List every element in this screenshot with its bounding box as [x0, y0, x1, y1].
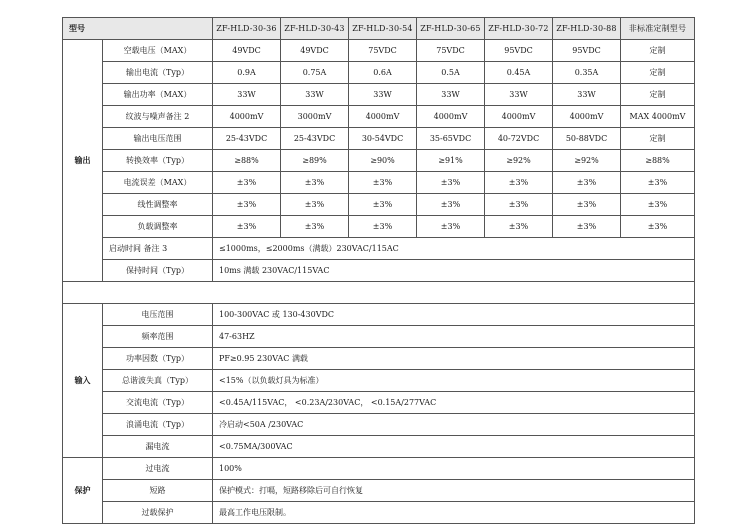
- param-label: 线性调整率: [103, 194, 213, 216]
- model-header: ZF-HLD-30-43: [281, 18, 349, 40]
- section-gap: [63, 282, 695, 304]
- value-cell: ±3%: [281, 216, 349, 238]
- output-row: [63, 62, 695, 84]
- value-cell: 25-43VDC: [281, 128, 349, 150]
- value-cell: 0.5A: [417, 62, 485, 84]
- param-label: 交流电流（Typ）: [103, 392, 213, 414]
- protection-row: [63, 480, 695, 502]
- model-header: ZF-HLD-30-65: [417, 18, 485, 40]
- value-cell: ±3%: [349, 216, 417, 238]
- value-cell: 4000mV: [213, 106, 281, 128]
- value-cell: ±3%: [281, 194, 349, 216]
- value-cell: ≥92%: [485, 150, 553, 172]
- value-cell: 47-63HZ: [213, 326, 695, 348]
- value-cell: 3000mV: [281, 106, 349, 128]
- output-row: [63, 128, 695, 150]
- value-cell: <0.75MA/300VAC: [213, 436, 695, 458]
- output-row: [63, 150, 695, 172]
- input-row: [63, 326, 695, 348]
- value-cell: PF≥0.95 230VAC 满载: [213, 348, 695, 370]
- param-label: 保持时间（Typ）: [103, 260, 213, 282]
- value-cell: ±3%: [621, 194, 695, 216]
- param-label: 启动时间 备注 3: [103, 238, 213, 260]
- value-cell: ≤1000ms，≤2000ms（满载）230VAC/115AC: [213, 238, 695, 260]
- value-cell: 0.9A: [213, 62, 281, 84]
- param-label: 总谐波失真（Typ）: [103, 370, 213, 392]
- value-cell: ±3%: [553, 216, 621, 238]
- value-cell: ±3%: [213, 172, 281, 194]
- value-cell: 保护模式：打嗝，短路移除后可自行恢复: [213, 480, 695, 502]
- section-input-title: 输入: [63, 304, 103, 458]
- param-label: 输出功率（MAX）: [103, 84, 213, 106]
- param-label: 输出电流（Typ）: [103, 62, 213, 84]
- value-cell: ±3%: [213, 216, 281, 238]
- value-cell: ±3%: [621, 216, 695, 238]
- param-label: 电流误差（MAX）: [103, 172, 213, 194]
- param-label: 过载保护: [103, 502, 213, 524]
- param-label: 纹波与噪声备注 2: [103, 106, 213, 128]
- protection-row: [63, 458, 695, 480]
- param-label: 频率范围: [103, 326, 213, 348]
- param-label: 浪涌电流（Typ）: [103, 414, 213, 436]
- model-header: 非标准定制型号: [621, 18, 695, 40]
- model-header: ZF-HLD-30-88: [553, 18, 621, 40]
- param-label: 空载电压（MAX）: [103, 40, 213, 62]
- value-cell: 0.35A: [553, 62, 621, 84]
- value-cell: ±3%: [417, 216, 485, 238]
- header-row: [63, 18, 695, 40]
- value-cell: 33W: [213, 84, 281, 106]
- value-cell: ≥91%: [417, 150, 485, 172]
- section-protection-title: 保护: [63, 458, 103, 524]
- output-row: [63, 172, 695, 194]
- value-cell: ±3%: [417, 172, 485, 194]
- value-cell: 33W: [553, 84, 621, 106]
- value-cell: 4000mV: [485, 106, 553, 128]
- value-cell: 定制: [621, 62, 695, 84]
- value-cell: 50-88VDC: [553, 128, 621, 150]
- param-label: 转换效率（Typ）: [103, 150, 213, 172]
- param-label: 漏电流: [103, 436, 213, 458]
- value-cell: 95VDC: [485, 40, 553, 62]
- value-cell: 0.75A: [281, 62, 349, 84]
- value-cell: 75VDC: [349, 40, 417, 62]
- value-cell: 33W: [281, 84, 349, 106]
- param-label: 输出电压范围: [103, 128, 213, 150]
- value-cell: 33W: [417, 84, 485, 106]
- output-row: [63, 40, 695, 62]
- value-cell: ≥90%: [349, 150, 417, 172]
- value-cell: 4000mV: [349, 106, 417, 128]
- output-row: [63, 106, 695, 128]
- value-cell: 100%: [213, 458, 695, 480]
- value-cell: ±3%: [349, 194, 417, 216]
- output-row: [63, 84, 695, 106]
- value-cell: 33W: [349, 84, 417, 106]
- value-cell: ±3%: [485, 216, 553, 238]
- protection-row: [63, 502, 695, 524]
- output-row: [63, 194, 695, 216]
- value-cell: ≥92%: [553, 150, 621, 172]
- value-cell: ±3%: [417, 194, 485, 216]
- value-cell: 49VDC: [281, 40, 349, 62]
- type-header: 型号: [63, 18, 213, 40]
- value-cell: 定制: [621, 40, 695, 62]
- section-output-title: 输出: [63, 40, 103, 282]
- value-cell: 4000mV: [417, 106, 485, 128]
- value-cell: ±3%: [485, 172, 553, 194]
- value-cell: MAX 4000mV: [621, 106, 695, 128]
- value-cell: 35-65VDC: [417, 128, 485, 150]
- value-cell: ±3%: [281, 172, 349, 194]
- param-label: 功率因数（Typ）: [103, 348, 213, 370]
- input-row: [63, 436, 695, 458]
- value-cell: ±3%: [349, 172, 417, 194]
- value-cell: 0.6A: [349, 62, 417, 84]
- input-row: [63, 392, 695, 414]
- model-header: ZF-HLD-30-36: [213, 18, 281, 40]
- value-cell: 10ms 满载 230VAC/115VAC: [213, 260, 695, 282]
- value-cell: 最高工作电压限制。: [213, 502, 695, 524]
- value-cell: 定制: [621, 84, 695, 106]
- value-cell: 冷启动<50A /230VAC: [213, 414, 695, 436]
- value-cell: ±3%: [621, 172, 695, 194]
- value-cell: ≥88%: [213, 150, 281, 172]
- param-label: 电压范围: [103, 304, 213, 326]
- value-cell: ±3%: [553, 172, 621, 194]
- value-cell: ±3%: [485, 194, 553, 216]
- value-cell: ±3%: [213, 194, 281, 216]
- output-row: [63, 238, 695, 260]
- value-cell: 0.45A: [485, 62, 553, 84]
- value-cell: <0.45A/115VAC， <0.23A/230VAC， <0.15A/277VAC: [213, 392, 695, 414]
- value-cell: ±3%: [553, 194, 621, 216]
- value-cell: 95VDC: [553, 40, 621, 62]
- value-cell: 33W: [485, 84, 553, 106]
- value-cell: ≥89%: [281, 150, 349, 172]
- value-cell: 定制: [621, 128, 695, 150]
- value-cell: 25-43VDC: [213, 128, 281, 150]
- value-cell: 75VDC: [417, 40, 485, 62]
- param-label: 过电流: [103, 458, 213, 480]
- input-row: [63, 370, 695, 392]
- input-row: [63, 414, 695, 436]
- spec-table: [62, 17, 695, 524]
- value-cell: 4000mV: [553, 106, 621, 128]
- value-cell: <15%（以负载灯具为标准）: [213, 370, 695, 392]
- value-cell: 49VDC: [213, 40, 281, 62]
- output-row: [63, 260, 695, 282]
- value-cell: 100-300VAC 或 130-430VDC: [213, 304, 695, 326]
- gap-cell: [63, 282, 695, 304]
- output-row: [63, 216, 695, 238]
- value-cell: ≥88%: [621, 150, 695, 172]
- input-row: [63, 304, 695, 326]
- value-cell: 30-54VDC: [349, 128, 417, 150]
- model-header: ZF-HLD-30-72: [485, 18, 553, 40]
- value-cell: 40-72VDC: [485, 128, 553, 150]
- model-header: ZF-HLD-30-54: [349, 18, 417, 40]
- param-label: 短路: [103, 480, 213, 502]
- param-label: 负载调整率: [103, 216, 213, 238]
- input-row: [63, 348, 695, 370]
